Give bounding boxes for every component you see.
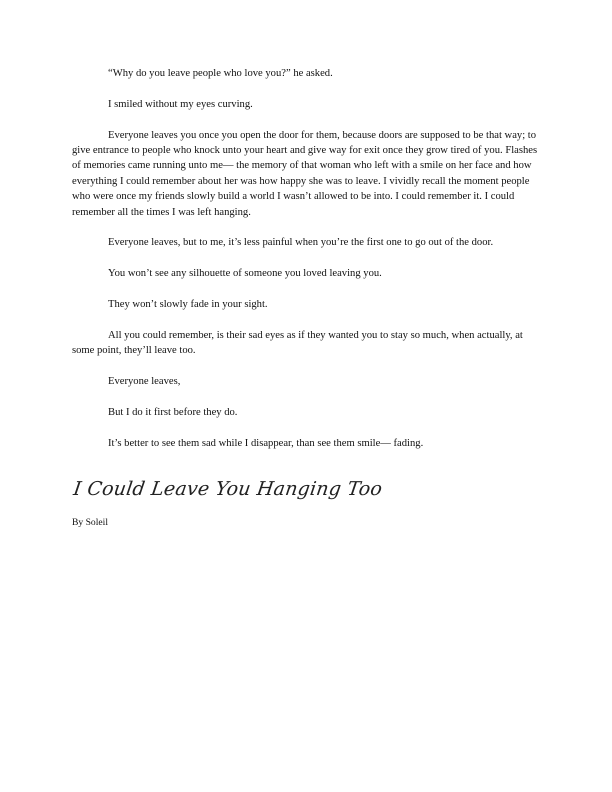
paragraph-sad-eyes: All you could remember, is their sad eyes as if they wanted you to stay so much, when actually, at some point, they’ll leave too.: [72, 329, 523, 357]
paragraph-everyone-leaves-short: Everyone leaves,: [108, 376, 181, 388]
story-title: I Could Leave You Hanging Too: [72, 478, 384, 500]
paragraph-fade: They won’t slowly fade in your sight.: [108, 299, 268, 311]
paragraph-first: But I do it first before they do.: [108, 406, 238, 418]
story-body: [72, 66, 542, 466]
paragraph-question: “Why do you leave people who love you?” he asked.: [108, 68, 333, 79]
paragraph-silhouette: You won’t see any silhouette of someone you loved leaving you.: [108, 268, 382, 280]
paragraph-smile: I smiled without my eyes curving.: [108, 98, 253, 110]
paragraph-doors: Everyone leaves you once you open the door for them, because doors are supposed to be that way; to give entrance to people who knock unto your heart and give way for exit once they grow tired of you. Flashes of memories came running unto me— the memory of that woman who left with a smile on her face and how everything I could remember about her was how happy she was to leave. I vividly recall the moment people who were once my friends slowly build a world I wasn’t allowed to be into. I could remember it. I could remember all the times I was left hanging.: [72, 129, 538, 218]
author-byline: By Soleil: [72, 517, 108, 528]
paragraph-everyone-leaves: Everyone leaves, but to me, it’s less painful when you’re the first one to go out of the door.: [108, 237, 494, 249]
paragraph-better: It’s better to see them sad while I disappear, than see them smile— fading.: [108, 437, 424, 449]
